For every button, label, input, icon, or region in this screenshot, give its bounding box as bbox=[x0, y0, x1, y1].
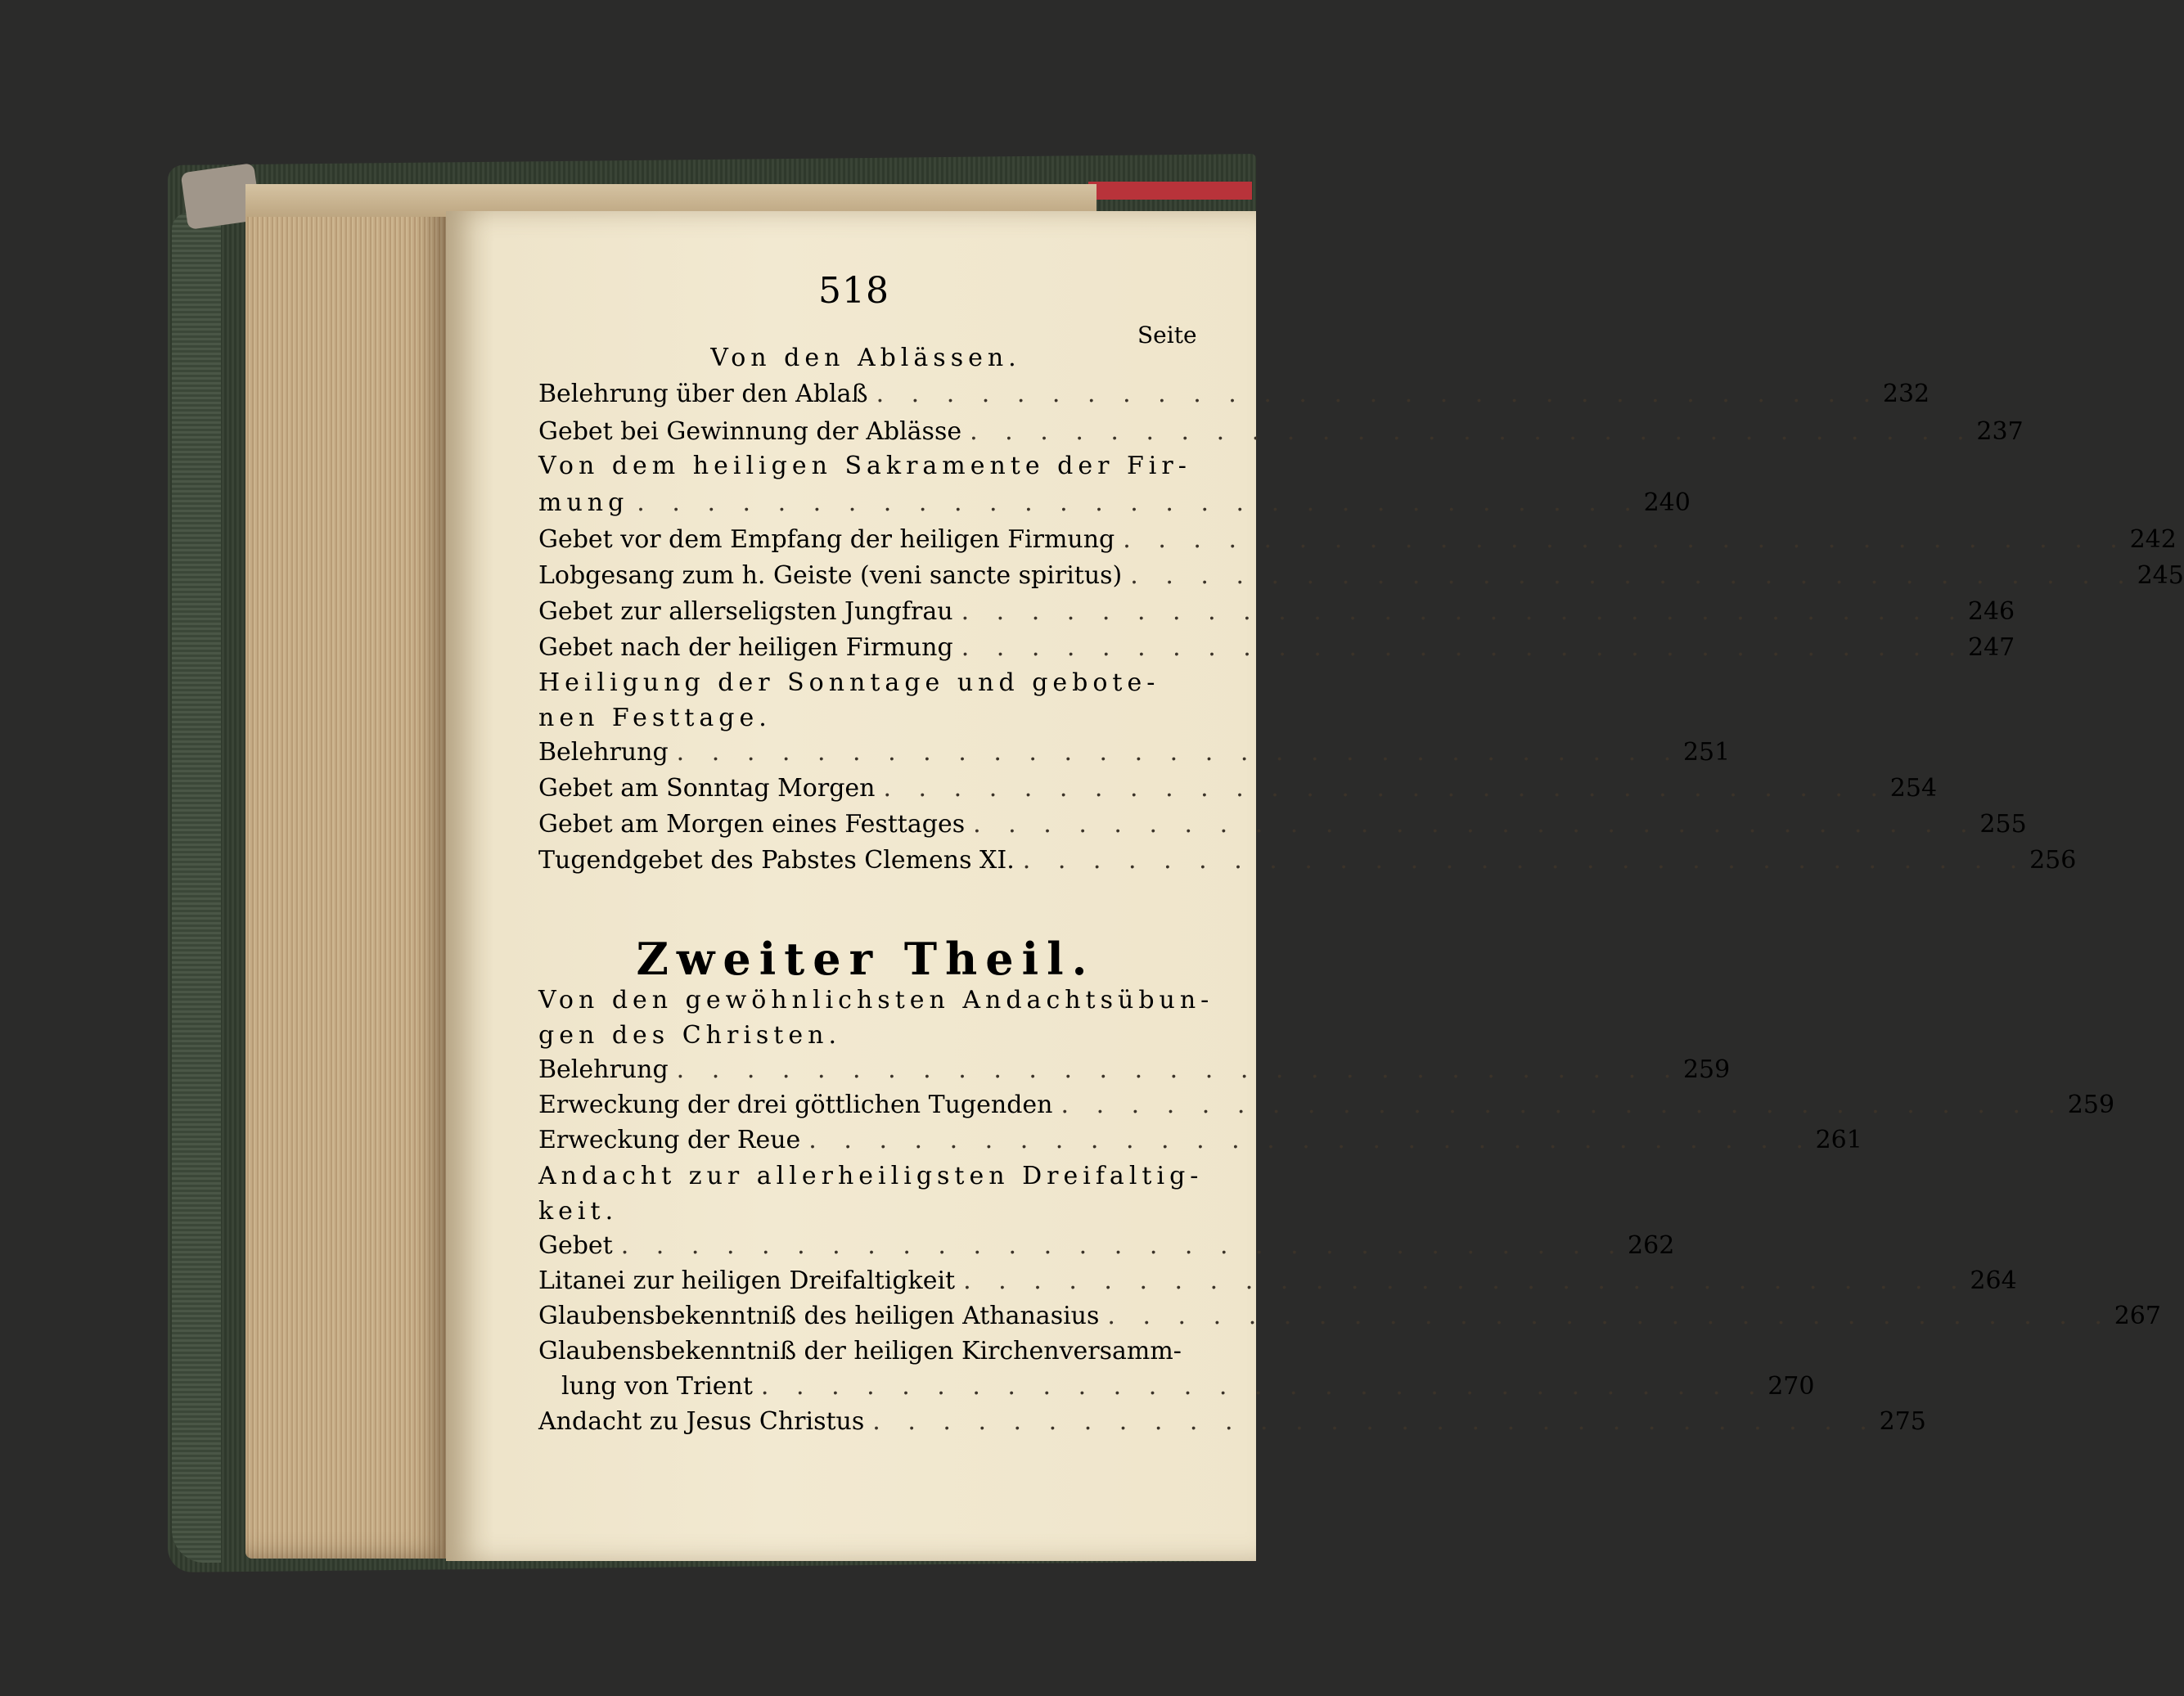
leader-dots: . . . . . . . . . . . . . . . . . . . . . . . . . . . . . bbox=[963, 1266, 1968, 1295]
toc-entry bbox=[538, 1265, 2017, 1298]
entry-page: 270 bbox=[1767, 1372, 1815, 1401]
toc-entry bbox=[538, 560, 2184, 592]
part-subheading-line1: Von den gewöhnlichsten Andachtsübun- bbox=[538, 986, 1214, 1014]
entry-title: Gebet zur allerseligsten Jungfrau bbox=[538, 597, 953, 626]
toc-entry bbox=[538, 632, 2015, 664]
entry-title: Belehrung bbox=[538, 738, 669, 767]
column-label-seite: Seite bbox=[1137, 322, 1197, 349]
toc-entry bbox=[538, 1054, 1731, 1086]
entry-page: 254 bbox=[1889, 774, 1938, 803]
section-heading-sonntage-line2: nen Festtage. bbox=[538, 704, 772, 732]
red-ribbon-marker bbox=[1088, 182, 1252, 200]
entry-title: Erweckung der drei göttlichen Tugenden bbox=[538, 1091, 1053, 1119]
entry-title: Gebet nach der heiligen Firmung bbox=[538, 633, 953, 662]
entry-title: Lobgesang zum h. Geiste (veni sancte spiritus) bbox=[538, 561, 1123, 590]
toc-entry bbox=[538, 378, 1930, 411]
entry-title: Gebet am Sonntag Morgen bbox=[538, 774, 876, 803]
section-heading-firmung-line1: Von dem heiligen Sakramente der Fir- bbox=[538, 452, 1191, 480]
leader-dots: . . . . . . . . . . . . . . . . . . . . . . . . . . . . . bbox=[760, 1372, 1766, 1401]
toc-entry bbox=[538, 487, 1691, 520]
entry-title: Gebet am Morgen eines Festtages bbox=[538, 810, 966, 839]
leader-dots: . . . . . . . . . . . . . . . . . . . . . . . . . . . . . bbox=[637, 488, 1641, 517]
toc-entry bbox=[538, 1230, 1675, 1262]
toc-entry bbox=[538, 1406, 1926, 1438]
section-heading-sonntage-line1: Heiligung der Sonntage und gebote- bbox=[538, 668, 1160, 697]
leader-dots: . . . . . . . . . . . . . . . . . . . . . . . . . . . . . bbox=[1060, 1091, 2066, 1119]
leader-dots: . . . . . . . . . . . . . . . . . . . . . . . . . . . . . bbox=[808, 1126, 1813, 1154]
toc-entry bbox=[538, 1089, 2115, 1122]
leader-dots: . . . . . . . . . . . . . . . . . . . . . . . . . . . . . bbox=[973, 810, 1978, 839]
toc-entry bbox=[538, 772, 1938, 805]
entry-page: 246 bbox=[1967, 597, 2015, 626]
entry-page: 256 bbox=[2029, 846, 2077, 875]
toc-entry bbox=[538, 1370, 1815, 1403]
toc-entry bbox=[538, 524, 2177, 556]
page-block-fore-edge bbox=[245, 184, 450, 1559]
entry-title: Belehrung über den Ablaß bbox=[538, 380, 868, 408]
part-heading-zweiter-theil: Zweiter Theil. bbox=[636, 933, 1096, 985]
entry-title: Glaubensbekenntniß des heiligen Athanasius bbox=[538, 1302, 1100, 1330]
entry-page: 259 bbox=[2067, 1091, 2115, 1119]
entry-page: 240 bbox=[1643, 488, 1691, 517]
wrapped-entry-line1: Glaubensbekenntniß der heiligen Kirchenversamm- bbox=[538, 1337, 1182, 1365]
section-heading-dreifaltigkeit-line1: Andacht zur allerheiligsten Dreifaltig- bbox=[538, 1162, 1204, 1190]
entry-title: Tugendgebet des Pabstes Clemens XI. bbox=[538, 846, 1015, 875]
entry-page: 232 bbox=[1882, 380, 1930, 408]
leader-dots: . . . . . . . . . . . . . . . . . . . . . . . . . . . . . bbox=[1107, 1302, 2112, 1330]
toc-entry bbox=[538, 1124, 1862, 1157]
entry-title: Litanei zur heiligen Dreifaltigkeit bbox=[538, 1266, 956, 1295]
toc-entry bbox=[538, 808, 2027, 841]
entry-page: 264 bbox=[1970, 1266, 2017, 1295]
entry-page: 267 bbox=[2114, 1302, 2161, 1330]
page-number: 518 bbox=[818, 270, 889, 312]
leader-dots: . . . . . . . . . . . . . . . . . . . . . . . . . . . . . bbox=[676, 738, 1682, 767]
toc-entry bbox=[538, 1300, 2161, 1333]
entry-page: 262 bbox=[1628, 1231, 1675, 1260]
entry-title: mung bbox=[538, 488, 629, 517]
leader-dots: . . . . . . . . . . . . . . . . . . . . . . . . . . . . . bbox=[1123, 525, 2128, 554]
entry-title: Gebet bei Gewinnung der Ablässe bbox=[538, 417, 962, 446]
section-heading-dreifaltigkeit-line2: keit. bbox=[538, 1197, 619, 1226]
leader-dots: . . . . . . . . . . . . . . . . . . . . . . . . . . . . . bbox=[970, 417, 1975, 446]
toc-entry bbox=[538, 844, 2077, 877]
toc-entry bbox=[538, 736, 1731, 769]
leader-dots: . . . . . . . . . . . . . . . . . . . . . . . . . . . . . bbox=[620, 1231, 1626, 1260]
toc-entry bbox=[538, 596, 2015, 628]
entry-title: Erweckung der Reue bbox=[538, 1126, 801, 1154]
entry-title: Belehrung bbox=[538, 1055, 669, 1084]
leader-dots: . . . . . . . . . . . . . . . . . . . . . . . . . . . . . bbox=[1130, 561, 2135, 590]
leader-dots: . . . . . . . . . . . . . . . . . . . . . . . . . . . . . bbox=[883, 774, 1889, 803]
entry-title: lung von Trient bbox=[561, 1372, 753, 1401]
leader-dots: . . . . . . . . . . . . . . . . . . . . . . . . . . . . . bbox=[961, 633, 1966, 662]
entry-page: 255 bbox=[1979, 810, 2027, 839]
entry-title: Gebet bbox=[538, 1231, 613, 1260]
entry-page: 251 bbox=[1682, 738, 1731, 767]
leader-dots: . . . . . . . . . . . . . . . . . . . . . . . . . . . . . bbox=[872, 1407, 1877, 1436]
leader-dots: . . . . . . . . . . . . . . . . . . . . . . . . . . . . . bbox=[961, 597, 1966, 626]
book-spine-edge bbox=[172, 213, 221, 1563]
section-heading-ablaesse: Von den Ablässen. bbox=[710, 344, 1021, 372]
leader-dots: . . . . . . . . . . . . . . . . . . . . . . . . . . . . . bbox=[1022, 846, 2028, 875]
entry-page: 245 bbox=[2137, 561, 2184, 590]
entry-page: 275 bbox=[1879, 1407, 1926, 1436]
entry-page: 247 bbox=[1968, 633, 2015, 662]
entry-page: 242 bbox=[2129, 525, 2177, 554]
entry-page: 259 bbox=[1682, 1055, 1731, 1084]
toc-entry bbox=[538, 416, 2024, 448]
entry-title: Gebet vor dem Empfang der heiligen Firmung bbox=[538, 525, 1115, 554]
part-subheading-line2: gen des Christen. bbox=[538, 1021, 841, 1050]
leader-dots: . . . . . . . . . . . . . . . . . . . . . . . . . . . . . bbox=[876, 380, 1881, 408]
entry-title: Andacht zu Jesus Christus bbox=[538, 1407, 865, 1436]
entry-page: 261 bbox=[1815, 1126, 1862, 1154]
leader-dots: . . . . . . . . . . . . . . . . . . . . . . . . . . . . . bbox=[676, 1055, 1682, 1084]
entry-page: 237 bbox=[1976, 417, 2024, 446]
